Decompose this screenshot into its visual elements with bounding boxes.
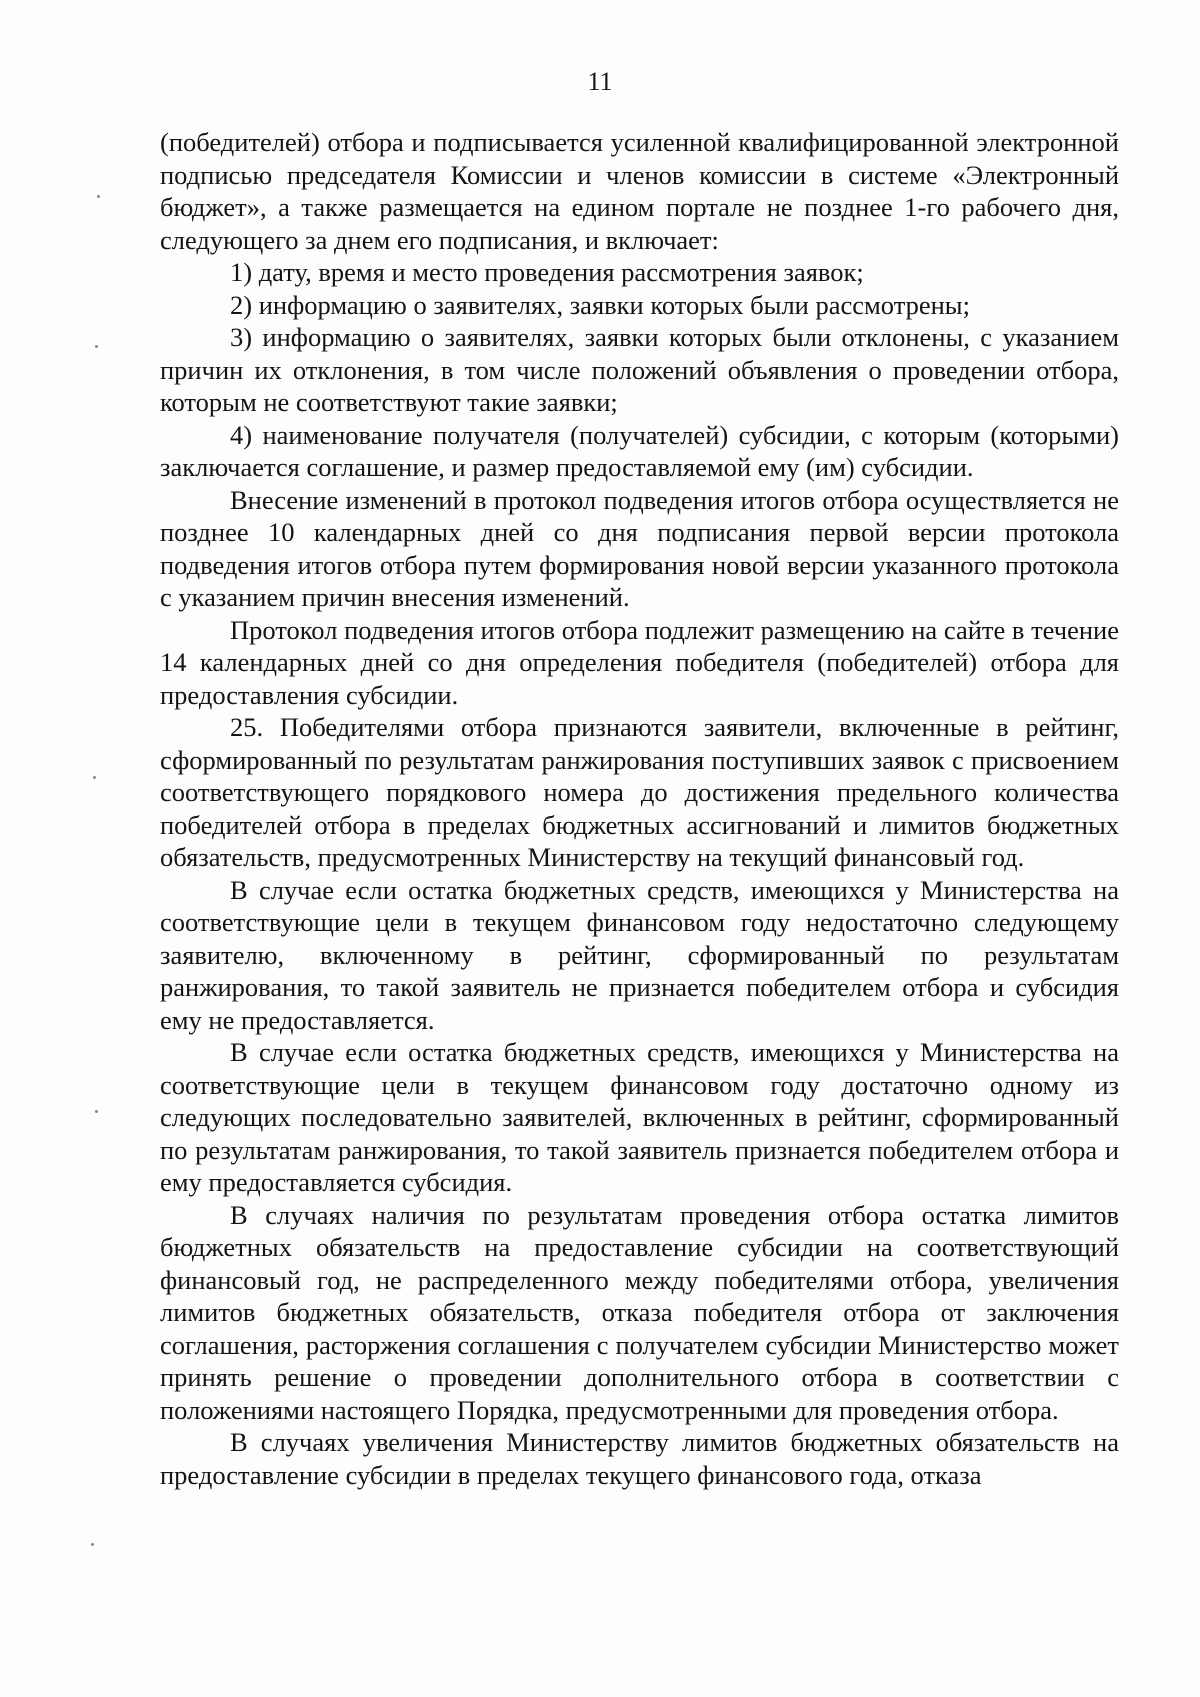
scan-speck (93, 776, 96, 779)
scan-speck (97, 195, 100, 198)
paragraph-insufficient-funds: В случае если остатка бюджетных средств, имеющихся у Министерства на соответствующие цели в текущем финансовом году недостаточно следующему заявителю, включенному в рейтинг, сформированный по результатам ранжирования, то такой заявитель не признается победителем отбора и субсидия ему не предоставляется. (160, 874, 1119, 1035)
list-item-3: 3) информацию о заявителях, заявки которых были отклонены, с указанием причин их отклонения, в том числе положений объявления о проведении отбора, которым не соответствуют такие заявки; (160, 322, 1119, 417)
paragraph-additional-selection: В случаях наличия по результатам проведения отбора остатка лимитов бюджетных обязательств на предоставление субсидии на соответствующий финансовый год, не распределенного между победителями отбора, увеличения лимитов бюджетных обязательств, отказа победителя отбора от заключения соглашения, расторжения соглашения с получателем субсидии Министерство может принять решение о проведении дополнительного отбора в соответствии с положениями настоящего Порядка, предусмотренными для проведения отбора. (160, 1199, 1119, 1425)
scan-speck (95, 1110, 98, 1113)
scan-speck (91, 1543, 94, 1546)
list-item-4: 4) наименование получателя (получателей) субсидии, с которым (которыми) заключается соглашение, и размер предоставляемой ему (им) субсидии. (160, 419, 1119, 482)
paragraph-protocol-continuation: (победителей) отбора и подписывается усиленной квалифицированной электронной подписью председателя Комиссии и членов комиссии в системе «Электронный бюджет», а также размещается на едином портале не позднее 1-го рабочего дня, следующего за днем его подписания, и включает: (160, 127, 1119, 255)
paragraph-item-25: 25. Победителями отбора признаются заявители, включенные в рейтинг, сформированный по результатам ранжирования поступивших заявок с присвоением соответствующего порядкового номера до достижения предельного количества победителей отбора в пределах бюджетных ассигнований и лимитов бюджетных обязательств, предусмотренных Министерству на текущий финансовый год. (160, 712, 1119, 872)
paragraph-sufficient-funds: В случае если остатка бюджетных средств, имеющихся у Министерства на соответствующие цели в текущем финансовом году достаточно одному из следующих последовательно заявителей, включенных в рейтинг, сформированный по результатам ранжирования, то такой заявитель признается победителем отбора и ему предоставляется субсидия. (160, 1037, 1119, 1197)
paragraph-limits-increase: В случаях увеличения Министерству лимитов бюджетных обязательств на предоставление субсидии в пределах текущего финансового года, отказа (160, 1427, 1119, 1490)
page-number: 11 (587, 67, 613, 96)
list-item-2: 2) информацию о заявителях, заявки которых были рассмотрены; (230, 289, 970, 320)
body-text (160, 126, 1119, 1491)
scan-speck (95, 345, 98, 348)
list-item-1: 1) дату, время и место проведения рассмотрения заявок; (230, 257, 864, 287)
paragraph-protocol-changes: Внесение изменений в протокол подведения итогов отбора осуществляется не позднее 10 календарных дней со дня подписания первой версии протокола подведения итогов отбора путем формирования новой версии указанного протокола с указанием причин внесения изменений. (160, 484, 1119, 612)
paragraph-protocol-publication: Протокол подведения итогов отбора подлежит размещению на сайте в течение 14 календарных дней со дня определения победителя (победителей) отбора для предоставления субсидии. (160, 614, 1119, 710)
